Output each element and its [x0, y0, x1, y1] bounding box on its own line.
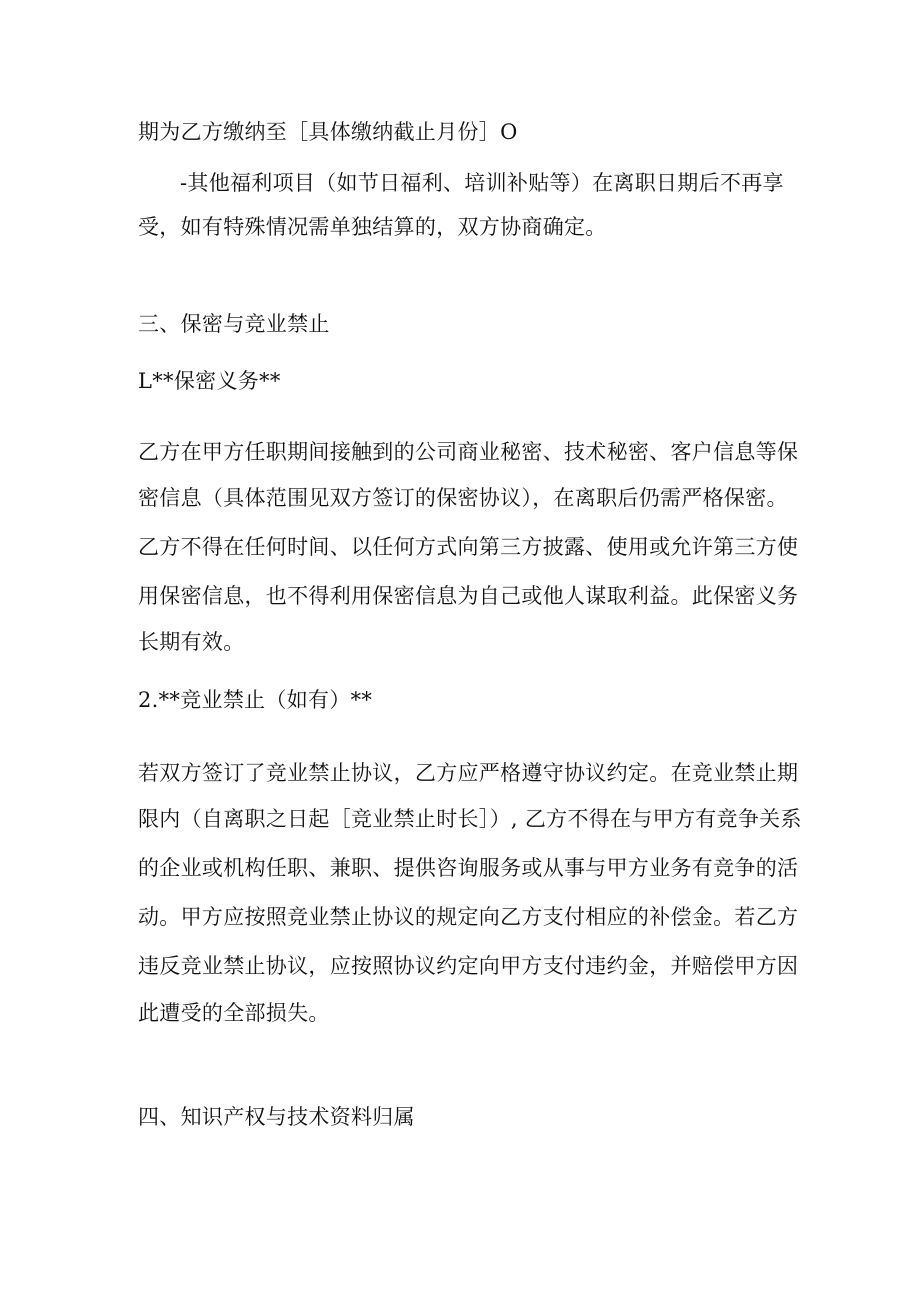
text-line: 限内（自离职之日起［竞业禁止时长］）, 乙方不得在与甲方有竞争关系 — [138, 807, 802, 831]
text-line: 密信息（具体范围见双方签订的保密协议），在离职后仍需严格保密。 — [138, 486, 788, 510]
text-line: 受，如有特殊情况需单独结算的，双方协商确定。 — [138, 215, 607, 239]
text-line: 长期有效。 — [138, 630, 245, 654]
section-heading: 三、保密与竞业禁止 — [138, 312, 330, 336]
text-line: 乙方在甲方任职期间接触到的公司商业秘密、技术秘密、客户信息等保 — [138, 440, 799, 464]
text-line: 此遭受的全部损失。 — [138, 1001, 330, 1025]
text-line: 的企业或机构任职、兼职、提供咨询服务或从事与甲方业务有竞争的活 — [138, 856, 799, 880]
text-line: 用保密信息，也不得利用保密信息为自己或他人谋取利益。此保密义务 — [138, 584, 799, 608]
text-line: 期为乙方缴纳至［具体缴纳截止月份］O — [138, 120, 518, 144]
section-heading: 四、知识产权与技术资料归属 — [138, 1105, 415, 1129]
text-line: 动。甲方应按照竞业禁止协议的规定向乙方支付相应的补偿金。若乙方 — [138, 905, 799, 929]
text-line: -其他福利项目（如节日福利、培训补贴等）在离职日期后不再享 — [180, 171, 784, 195]
subsection-heading: 2.**竞业禁止（如有）** — [138, 688, 373, 712]
text-line: 若双方签订了竞业禁止协议，乙方应严格遵守协议约定。在竞业禁止期 — [138, 761, 799, 785]
subsection-heading: L**保密义务** — [138, 369, 281, 393]
text-line: 乙方不得在任何时间、以任何方式向第三方披露、使用或允许第三方使 — [138, 535, 799, 559]
text-line: 违反竞业禁止协议，应按照协议约定向甲方支付违约金，并赔偿甲方因 — [138, 954, 799, 978]
